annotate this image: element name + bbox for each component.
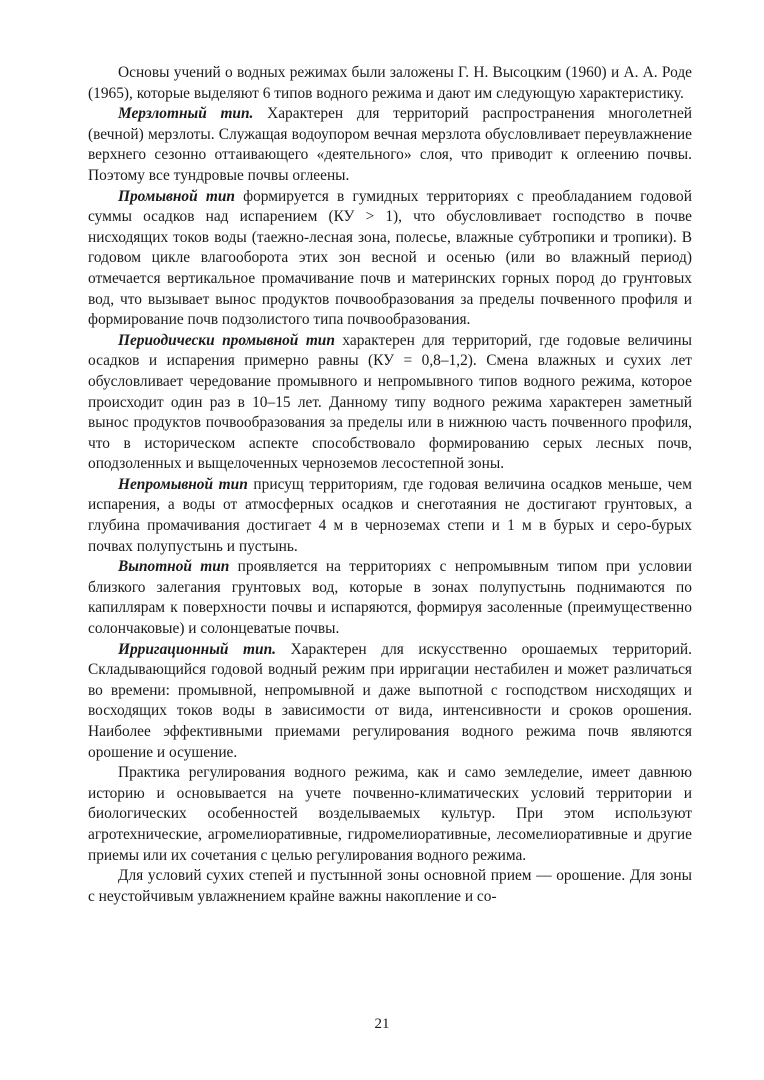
paragraph-leaching-type — [88, 187, 692, 331]
paragraph-exudative-type — [88, 557, 692, 639]
paragraph-text: Практика регулирования водного режима, как и само земледелие, имеет давнюю историю и основывается на учете почвенно-климатических условий территории и биологических особенностей возделываемых культур. При этом используют агротехнические, агромелиоративные, гидромелиоративные, лесомелиоративные и другие приемы или их сочетания с целью регулирования водного режима. — [88, 764, 692, 864]
page-body — [88, 63, 692, 907]
paragraph-text: характерен для территорий, где годовые величины осадков и испарения примерно равны (КУ = 0,8–1,2). Смена влажных и сухих лет обусловливает чередование промывного и непромывного типов водного режима, которое происходит один раз в 10–15 лет. Данному типу водного режима характерен заметный вынос продуктов почвообразования за пределы или в нижнюю часть почвенного профиля, что в историческом аспекте способствовало формированию серых лесных почв, оподзоленных и выщелоченных черноземов лесостепной зоны. — [88, 331, 692, 473]
paragraph-intro — [88, 63, 692, 104]
paragraph-irrigation-type — [88, 640, 692, 764]
paragraph-regulation-practice — [88, 763, 692, 866]
paragraph-text: присущ территориям, где годовая величина осадков меньше, чем испарения, а воды от атмосферных осадков и снеготаяния не достигают грунтовых, а глубина промачивания достигает 4 м в черноземах степи и 1 м в бурых и серо-бурых почвах полупустынь и пустынь. — [88, 475, 692, 555]
paragraph-dry-steppe — [88, 866, 692, 907]
paragraph-text: формируется в гумидных территориях с преобладанием годовой суммы осадков над испарением (КУ > 1), что обусловливает господство в почве нисходящих токов воды (таежно-лесная зона, полесье, влажные субтропики и тропики). В годовом цикле влагооборота этих зон весной и осенью (или во влажный период) отмечается вертикальное промачивание почв и материнских горных пород до грунтовых вод, что вызывает вынос продуктов почвообразования за пределы почвенного профиля и формирование почв подзолистого типа почвообразования. — [88, 187, 692, 329]
paragraph-periodic-leaching-type — [88, 331, 692, 475]
term-leaching-type: Промывной тип — [118, 187, 235, 205]
page-number: 21 — [374, 1016, 390, 1032]
paragraph-text: Характерен для искусственно орошаемых территорий. Складывающийся годовой водный режим при ирригации нестабилен и может различаться во времени: промывной, непромывной и даже выпотной с господством нисходящих и восходящих токов воды в зависимости от вида, интенсивности и сроков орошения. Наиболее эффективными приемами регулирования водного режима почв являются орошение и осушение. — [88, 640, 692, 761]
term-irrigation-type: Ирригационный тип. — [118, 640, 276, 658]
term-exudative-type: Выпотной тип — [118, 558, 230, 576]
paragraph-text: Основы учений о водных режимах были заложены Г. Н. Высоцким (1960) и А. А. Роде (1965), которые выделяют 6 типов водного режима и дают им следующую характеристику. — [88, 64, 692, 102]
paragraph-non-leaching-type — [88, 475, 692, 557]
paragraph-permafrost-type — [88, 104, 692, 186]
paragraph-text: проявляется на территориях с непромывным типом при условии близкого залегания грунтовых вод, которые в зонах полупустынь поднимаются по капиллярам к поверхности почвы и испаряются, формируя засоленные (преимущественно солончаковые) и солонцеватые почвы. — [88, 558, 692, 638]
term-non-leaching-type: Непромывной тип — [118, 475, 248, 493]
paragraph-text: Характерен для территорий распространения многолетней (вечной) мерзлоты. Служащая водоупором вечная мерзлота обусловливает переувлажнение верхнего сезонно оттаивающего «деятельного» слоя, что приводит к оглеению почвы. Поэтому все тундровые почвы оглеены. — [88, 105, 693, 184]
term-periodic-leaching-type: Периодически промывной тип — [118, 331, 335, 349]
paragraph-text: Для условий сухих степей и пустынной зоны основной прием — орошение. Для зоны с неустойчивым увлажнением крайне важны накопление и со- — [88, 867, 692, 905]
term-permafrost-type: Мерзлотный тип. — [118, 105, 254, 123]
